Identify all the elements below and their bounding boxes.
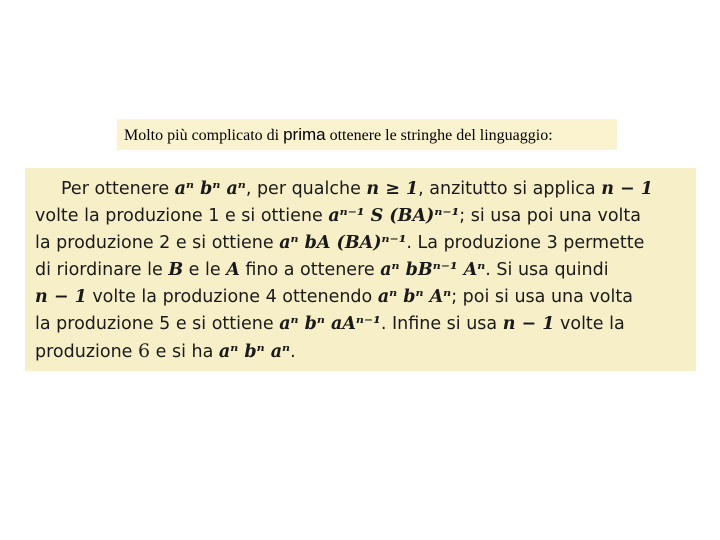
text: , anzitutto si applica	[418, 179, 602, 199]
text: volte la produzione 1 e si ottiene	[35, 206, 329, 226]
text: . Si usa quindi	[485, 260, 609, 280]
text: .	[290, 342, 296, 362]
text: Per ottenere	[61, 179, 175, 199]
slide-caption	[117, 119, 617, 150]
text: ; poi si usa una volta	[451, 287, 633, 307]
text: e le	[183, 260, 227, 280]
paragraph-line-3	[35, 230, 688, 257]
text: volte la produzione 4 ottenendo	[86, 287, 378, 307]
formula: aⁿ bⁿ Aⁿ	[377, 287, 452, 307]
production-number: 6	[138, 340, 151, 362]
caption-text-2: ottenere le stringhe del linguaggio:	[325, 127, 553, 144]
paragraph-line-6	[35, 311, 688, 338]
caption-text-prima: prima	[283, 125, 326, 144]
formula: aⁿ bⁿ aAⁿ⁻¹	[279, 314, 381, 334]
text: la produzione 2 e si ottiene	[35, 233, 280, 253]
formula: n − 1	[502, 314, 555, 334]
formula: aⁿ bⁿ aⁿ	[174, 179, 246, 199]
paragraph-line-7	[35, 338, 688, 366]
text: e si ha	[150, 342, 219, 362]
scanned-paragraph	[25, 168, 696, 371]
formula: aⁿ bBⁿ⁻¹ Aⁿ	[380, 260, 486, 280]
paragraph-line-4	[35, 257, 688, 284]
formula: n − 1	[35, 287, 87, 307]
text: . La produzione 3 permette	[406, 233, 645, 253]
text: la produzione 5 e si ottiene	[35, 314, 280, 334]
formula: B	[168, 260, 184, 280]
text: volte la	[554, 314, 625, 334]
text: , per qualche	[245, 179, 367, 199]
caption-text-1: Molto più complicato di	[124, 127, 284, 144]
paragraph-line-5	[35, 284, 688, 311]
text: produzione	[35, 342, 139, 362]
formula: n ≥ 1	[366, 179, 419, 199]
paragraph-line-2	[35, 203, 688, 230]
text: ; si usa poi una volta	[459, 206, 641, 226]
paragraph-line-1	[35, 176, 688, 203]
text: fino a ottenere	[239, 260, 381, 280]
formula: aⁿ bⁿ aⁿ	[218, 342, 291, 362]
formula: aⁿ⁻¹ S (BA)ⁿ⁻¹	[328, 206, 460, 226]
formula: A	[226, 260, 240, 280]
text: di riordinare le	[35, 260, 169, 280]
text: . Infine si usa	[380, 314, 503, 334]
formula: aⁿ bA (BA)ⁿ⁻¹	[279, 233, 407, 253]
formula: n − 1	[601, 179, 653, 199]
